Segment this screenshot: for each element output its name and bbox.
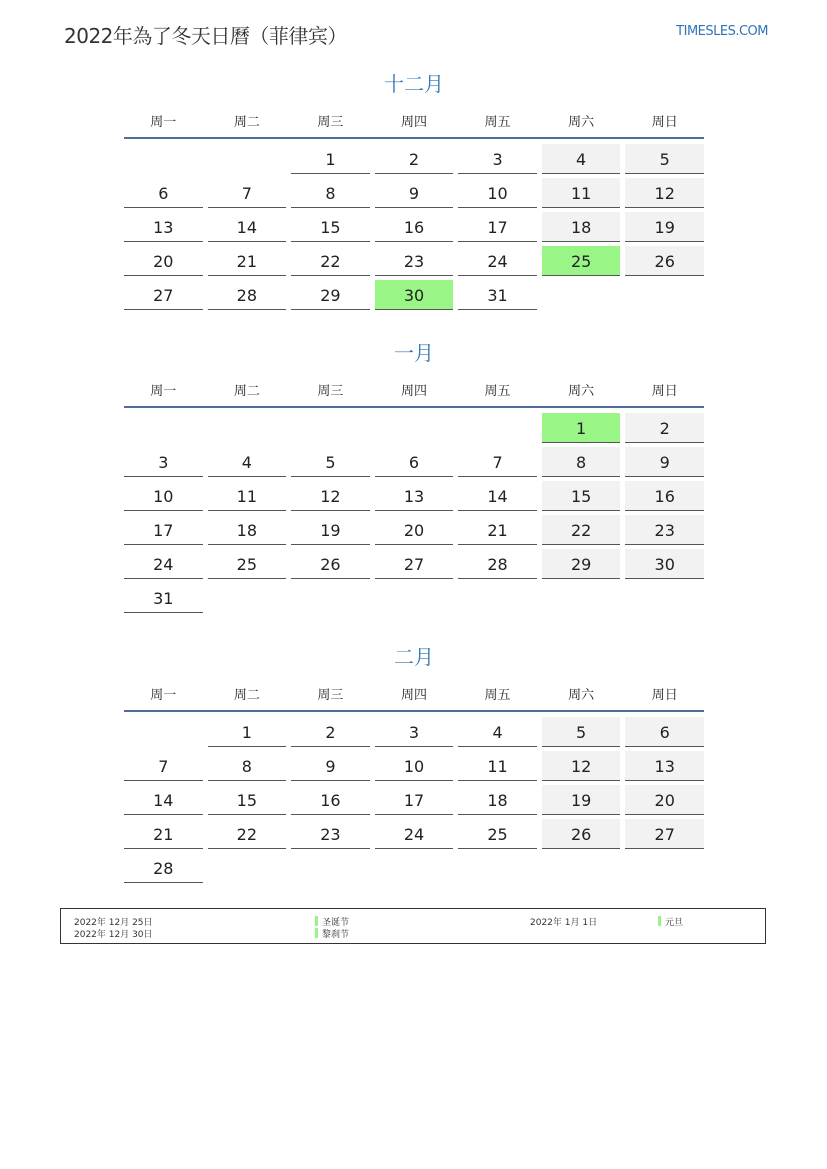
day-cell: 11 <box>542 178 621 208</box>
day-cell: 21 <box>208 246 287 276</box>
day-cell: 9 <box>375 178 454 208</box>
day-cell: 6 <box>625 717 704 747</box>
day-cell: 5 <box>542 717 621 747</box>
day-cell: 31 <box>124 583 203 613</box>
day-cell: 31 <box>458 280 537 310</box>
empty-cell <box>124 717 203 747</box>
day-cell: 18 <box>208 515 287 545</box>
day-cell: 19 <box>291 515 370 545</box>
weekday-label: 周一 <box>150 687 177 703</box>
day-cell: 17 <box>375 785 454 815</box>
month-calendar-february <box>124 643 704 883</box>
day-cell: 1 <box>291 144 370 174</box>
empty-cell <box>291 413 370 443</box>
weekday-label: 周日 <box>651 114 678 130</box>
day-cell: 3 <box>124 447 203 477</box>
holiday-date: 2022年 1月 1日 <box>530 918 598 928</box>
day-cell: 16 <box>291 785 370 815</box>
day-cell: 28 <box>458 549 537 579</box>
day-cell: 10 <box>375 751 454 781</box>
holiday-date: 2022年 12月 25日 <box>74 918 153 928</box>
day-cell: 18 <box>458 785 537 815</box>
day-cell: 30 <box>625 549 704 579</box>
day-cell: 13 <box>625 751 704 781</box>
day-cell: 24 <box>458 246 537 276</box>
weekday-label: 周五 <box>484 114 511 130</box>
weekday-label: 周四 <box>400 687 427 703</box>
day-cell: 21 <box>124 819 203 849</box>
empty-cell <box>124 144 203 174</box>
day-cell: 11 <box>208 481 287 511</box>
day-cell: 7 <box>208 178 287 208</box>
day-cell: 5 <box>291 447 370 477</box>
day-cell: 19 <box>625 212 704 242</box>
day-cell: 16 <box>375 212 454 242</box>
month-calendar-january <box>124 339 704 613</box>
weekday-label: 周三 <box>317 687 344 703</box>
weekday-header <box>124 372 704 408</box>
month-title: 十二月 <box>384 72 444 96</box>
day-cell: 9 <box>291 751 370 781</box>
day-cell: 25 <box>208 549 287 579</box>
day-cell: 16 <box>625 481 704 511</box>
day-cell: 10 <box>124 481 203 511</box>
day-cell: 23 <box>375 246 454 276</box>
day-cell: 20 <box>625 785 704 815</box>
weekday-header <box>124 103 704 139</box>
day-cell: 22 <box>542 515 621 545</box>
day-cell: 8 <box>208 751 287 781</box>
day-cell: 23 <box>291 819 370 849</box>
day-cell: 11 <box>458 751 537 781</box>
day-cell: 8 <box>291 178 370 208</box>
day-cell: 25 <box>458 819 537 849</box>
empty-cell <box>458 413 537 443</box>
weekday-label: 周二 <box>233 687 260 703</box>
day-cell: 4 <box>208 447 287 477</box>
day-cell: 2 <box>375 144 454 174</box>
day-cell: 15 <box>542 481 621 511</box>
weekday-label: 周日 <box>651 687 678 703</box>
month-calendar-december <box>124 70 704 310</box>
weekday-label: 周五 <box>484 687 511 703</box>
day-cell: 26 <box>542 819 621 849</box>
holiday-name: 元旦 <box>658 915 683 928</box>
day-cell: 22 <box>208 819 287 849</box>
holiday-date: 2022年 12月 30日 <box>74 930 153 940</box>
day-cell: 14 <box>124 785 203 815</box>
weekday-label: 周一 <box>150 383 177 399</box>
days-grid <box>124 413 704 613</box>
page-title: 2022年為了冬天日曆（菲律宾） <box>64 24 347 48</box>
day-cell: 27 <box>124 280 203 310</box>
day-cell: 19 <box>542 785 621 815</box>
day-cell: 26 <box>625 246 704 276</box>
day-cell: 3 <box>458 144 537 174</box>
empty-cell <box>208 144 287 174</box>
day-cell: 1 <box>208 717 287 747</box>
day-cell: 3 <box>375 717 454 747</box>
days-grid <box>124 144 704 310</box>
empty-cell <box>375 413 454 443</box>
weekday-label: 周二 <box>233 383 260 399</box>
day-cell: 6 <box>375 447 454 477</box>
day-cell: 28 <box>124 853 203 883</box>
day-cell: 12 <box>625 178 704 208</box>
holiday-list <box>60 908 766 944</box>
weekday-header <box>124 676 704 712</box>
weekday-label: 周六 <box>568 114 595 130</box>
day-cell: 12 <box>291 481 370 511</box>
day-cell: 28 <box>208 280 287 310</box>
weekday-label: 周日 <box>651 383 678 399</box>
weekday-label: 周四 <box>400 383 427 399</box>
weekday-label: 周六 <box>568 383 595 399</box>
day-cell: 10 <box>458 178 537 208</box>
weekday-label: 周五 <box>484 383 511 399</box>
day-cell: 18 <box>542 212 621 242</box>
day-cell: 29 <box>542 549 621 579</box>
day-cell: 2 <box>625 413 704 443</box>
weekday-label: 周二 <box>233 114 260 130</box>
day-cell: 13 <box>124 212 203 242</box>
day-cell: 21 <box>458 515 537 545</box>
day-cell: 22 <box>291 246 370 276</box>
day-cell: 14 <box>458 481 537 511</box>
day-cell: 20 <box>375 515 454 545</box>
day-cell: 27 <box>375 549 454 579</box>
day-cell: 5 <box>625 144 704 174</box>
weekday-label: 周六 <box>568 687 595 703</box>
day-cell: 17 <box>124 515 203 545</box>
day-cell: 7 <box>124 751 203 781</box>
holiday-day-cell: 30 <box>375 280 454 310</box>
weekday-label: 周一 <box>150 114 177 130</box>
day-cell: 7 <box>458 447 537 477</box>
day-cell: 13 <box>375 481 454 511</box>
day-cell: 15 <box>208 785 287 815</box>
day-cell: 12 <box>542 751 621 781</box>
day-cell: 23 <box>625 515 704 545</box>
empty-cell <box>124 413 203 443</box>
day-cell: 2 <box>291 717 370 747</box>
day-cell: 15 <box>291 212 370 242</box>
holiday-name: 圣诞节 <box>315 915 349 928</box>
weekday-label: 周三 <box>317 383 344 399</box>
site-link[interactable]: TIMESLES.COM <box>676 24 768 39</box>
empty-cell <box>208 413 287 443</box>
day-cell: 14 <box>208 212 287 242</box>
day-cell: 24 <box>124 549 203 579</box>
day-cell: 20 <box>124 246 203 276</box>
day-cell: 4 <box>458 717 537 747</box>
days-grid <box>124 717 704 883</box>
weekday-label: 周四 <box>400 114 427 130</box>
day-cell: 9 <box>625 447 704 477</box>
holiday-day-cell: 25 <box>542 246 621 276</box>
day-cell: 24 <box>375 819 454 849</box>
day-cell: 27 <box>625 819 704 849</box>
weekday-label: 周三 <box>317 114 344 130</box>
day-cell: 8 <box>542 447 621 477</box>
month-title: 一月 <box>394 341 434 365</box>
day-cell: 6 <box>124 178 203 208</box>
day-cell: 4 <box>542 144 621 174</box>
holiday-name: 黎刹节 <box>315 927 349 940</box>
day-cell: 26 <box>291 549 370 579</box>
month-title: 二月 <box>394 645 434 669</box>
day-cell: 17 <box>458 212 537 242</box>
holiday-day-cell: 1 <box>542 413 621 443</box>
day-cell: 29 <box>291 280 370 310</box>
